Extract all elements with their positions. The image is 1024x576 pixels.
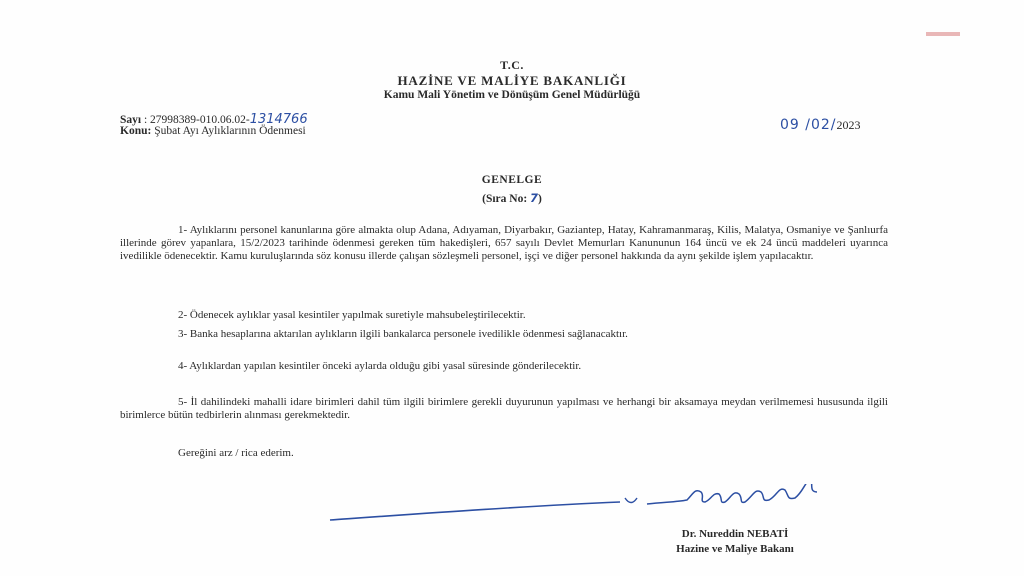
konu-value: Şubat Ayı Aylıklarının Ödenmesi (154, 125, 306, 137)
paragraph-2: 2- Ödenecek aylıklar yasal kesintiler yapılmak suretiyle mahsubeleştirilecektir. (178, 309, 526, 321)
meta-konu (120, 125, 306, 137)
header-department: Kamu Mali Yönetim ve Dönüşüm Genel Müdürlüğü (383, 89, 641, 101)
corner-stamp-mark (926, 32, 960, 36)
sayi-handwritten-number: 1314766 (249, 112, 308, 127)
signer-name: Dr. Nureddin NEBATİ (681, 528, 789, 540)
sira-suffix: ) (538, 193, 542, 205)
header-ministry: HAZİNE VE MALİYE BAKANLIĞI (397, 73, 627, 88)
date-handwritten: 09 /02/ (780, 117, 837, 133)
konu-label: Konu: (120, 125, 152, 137)
signer-title: Hazine ve Maliye Bakanı (676, 543, 794, 555)
paragraph-3: 3- Banka hesaplarına aktarılan aylıkların ilgili bankalarca personele ivedilikle ödenmesi sağlanacaktır. (178, 328, 628, 340)
sira-handwritten: 7 (530, 191, 539, 205)
paragraph-5: 5- İl dahilindeki mahalli idare birimleri dahil tüm ilgili birimlere gerekli duyurunun yapılması ve herhangi bir aksamaya meydan verilmemesi hususunda ilgili birimlerce bütün tedbirlerin alınması gerekmektedir. (120, 396, 888, 421)
paragraph-1: 1- Aylıklarını personel kanunlarına göre almakta olup Adana, Adıyaman, Diyarbakır, Gaziantep, Hatay, Kahramanmaraş, Kilis, Malatya, Osmaniye ve Şanlıurfa illerinde görev yapanlara, 15/2/2023 tarihinde ödenmesi gereken tüm hakedişleri, 657 sayılı Devlet Memurları Kanununun 164 üncü ve ek 24 üncü maddeleri uyarınca ivedilikle ödenecektir. Kamu kuruluşlarında söz konusu illerde çalışan sözleşmeli personel, işçi ve diğer personel hakkında da aynı şekilde işlem yapılacaktır. (120, 224, 888, 262)
closing-line: Gereğini arz / rica ederim. (178, 447, 294, 459)
handwritten-signature (325, 484, 865, 530)
genelge-title: GENELGE (481, 174, 543, 186)
date-year: 2023 (836, 118, 861, 132)
document-date (780, 117, 861, 133)
sayi-label: Sayı (120, 114, 142, 126)
sira-prefix: (Sıra No: (482, 193, 528, 205)
sayi-value: : 27998389-010.06.02- (143, 114, 250, 126)
header-tc: T.C. (500, 58, 524, 72)
genelge-sira-no (0, 191, 1024, 205)
paragraph-4: 4- Aylıklardan yapılan kesintiler önceki aylarda olduğu gibi yasal süresinde gönderilecektir. (178, 360, 582, 372)
